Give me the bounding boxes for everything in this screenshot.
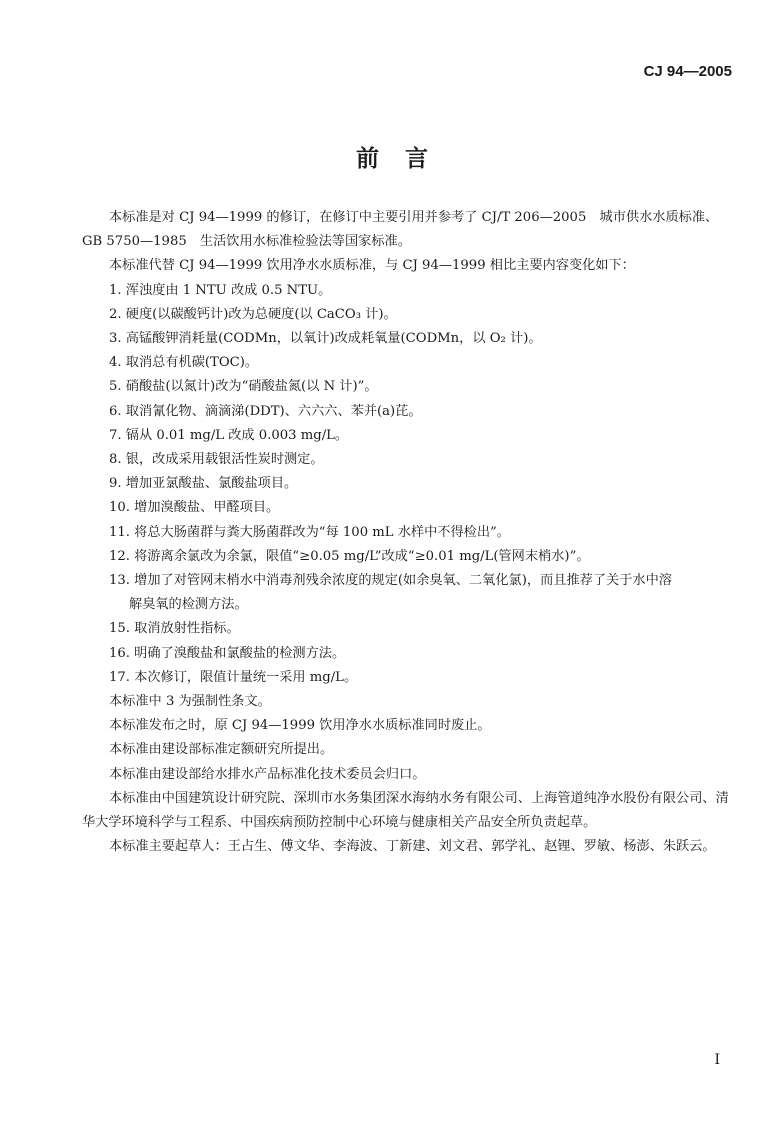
page-title: 前言 bbox=[356, 145, 454, 172]
page-number: I bbox=[714, 1052, 720, 1068]
change-item: 1. 浑浊度由 1 NTU 改成 0.5 NTU。 bbox=[109, 282, 332, 298]
change-item: 3. 高锰酸钾消耗量(CODMn，以氧计)改成耗氧量(CODMn，以 O₂ 计)。 bbox=[109, 331, 542, 347]
intro-paragraph: 本标准是对 CJ 94—1999 的修订，在修订中主要引用并参考了 CJ/T 206—2005 城市供水水质标准、GB 5750—1985 生活饮用水标准检验法等国家标准。 bbox=[82, 210, 719, 250]
change-item: 7. 镉从 0.01 mg/L 改成 0.003 mg/L。 bbox=[109, 427, 349, 443]
change-item: 2. 硬度(以碳酸钙计)改为总硬度(以 CaCO₃ 计)。 bbox=[109, 306, 397, 322]
document-body bbox=[82, 206, 734, 859]
change-item: 4. 取消总有机碳(TOC)。 bbox=[109, 355, 259, 371]
change-item: 6. 取消氰化物、滴滴涕(DDT)、六六六、苯并(a)芘。 bbox=[109, 403, 422, 419]
closing-paragraph: 本标准中 3 为强制性条文。 bbox=[109, 694, 271, 710]
standard-code: CJ 94—2005 bbox=[643, 63, 732, 80]
change-item: 16. 明确了溴酸盐和氯酸盐的检测方法。 bbox=[109, 645, 346, 661]
closing-paragraph: 本标准发布之时，原 CJ 94—1999 饮用净水水质标准同时废止。 bbox=[109, 718, 491, 734]
changes-intro: 本标准代替 CJ 94—1999 饮用净水水质标准，与 CJ 94—1999 相比主要内容变化如下： bbox=[109, 258, 635, 274]
change-item: 8. 银，改成采用载银活性炭时测定。 bbox=[109, 452, 324, 468]
drafting-organizations: 本标准由中国建筑设计研究院、深圳市水务集团深水海纳水务有限公司、上海管道纯净水股份有限公司、清华大学环境科学与工程系、中国疾病预防控制中心环境与健康相关产品安全所负责起草。 bbox=[82, 790, 729, 831]
change-item: 10. 增加溴酸盐、甲醛项目。 bbox=[109, 500, 280, 516]
change-item: 9. 增加亚氯酸盐、氯酸盐项目。 bbox=[109, 476, 298, 492]
change-item: 11. 将总大肠菌群与粪大肠菌群改为“每 100 mL 水样中不得检出”。 bbox=[109, 524, 510, 540]
change-item: 15. 取消放射性指标。 bbox=[109, 621, 240, 637]
change-item: 13. 增加了对管网末梢水中消毒剂残余浓度的规定(如余臭氧、二氧化氯)，而且推荐了关于水中溶 bbox=[109, 573, 672, 589]
closing-paragraph: 本标准由建设部给水排水产品标准化技术委员会归口。 bbox=[109, 766, 426, 782]
change-item: 12. 将游离余氯改为余氯，限值“≥0.05 mg/L”改成“≥0.01 mg/L(管网末梢水)”。 bbox=[109, 548, 590, 564]
change-item-continuation: 解臭氧的检测方法。 bbox=[129, 597, 248, 613]
change-item: 5. 硝酸盐(以氮计)改为“硝酸盐氮(以 N 计)”。 bbox=[109, 379, 378, 395]
closing-paragraph: 本标准由建设部标准定额研究所提出。 bbox=[109, 742, 334, 758]
change-item: 17. 本次修订，限值计量统一采用 mg/L。 bbox=[109, 669, 358, 685]
drafters: 本标准主要起草人：王占生、傅文华、李海波、丁新建、刘文君、郭学礼、赵锂、罗敏、杨澎、朱跃云。 bbox=[109, 839, 716, 855]
